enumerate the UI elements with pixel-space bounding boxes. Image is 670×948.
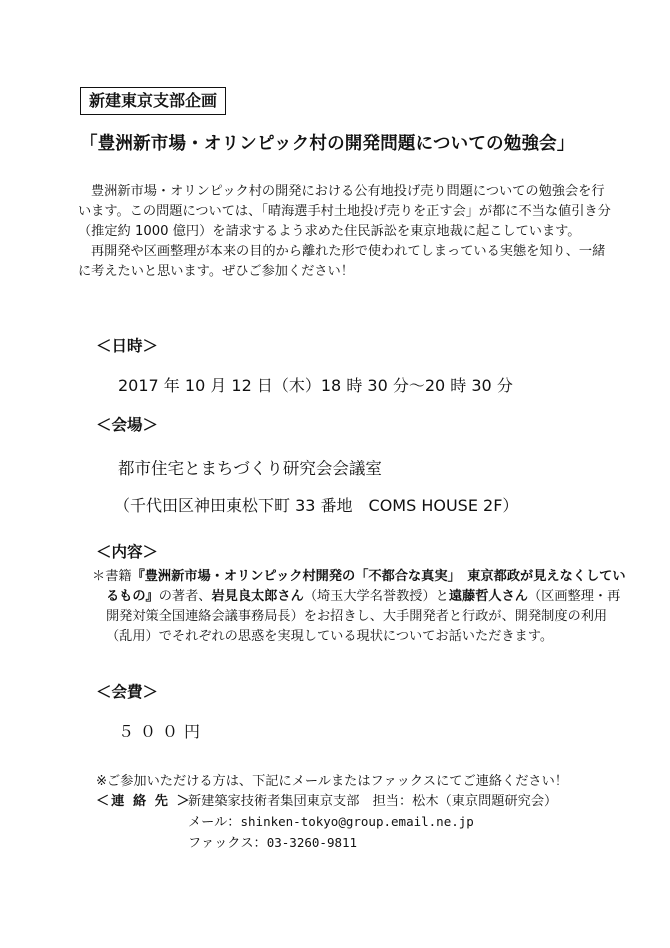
datetime-heading: ＜日時＞ bbox=[96, 337, 159, 355]
document-title: 「豊洲新市場・オリンピック村の開発問題についての勉強会」 bbox=[80, 134, 575, 154]
intro-text bbox=[78, 182, 614, 282]
contact-notice: ※ご参加いただける方は、下記にメールまたはファックスにてご連絡ください！ bbox=[96, 774, 568, 789]
content-heading: ＜内容＞ bbox=[96, 543, 159, 561]
contact-fax-row bbox=[188, 832, 357, 851]
content-text-4: （区画整理・再開発対策全国連絡会議事務局長）をお招きし、大手開発者と行政が、開発制度の利用（乱用）でそれぞれの思惑を実現している現状についてお話いただきます。 bbox=[106, 589, 621, 644]
contact-email-row bbox=[188, 811, 474, 830]
email-address[interactable]: shinken-tokyo@group.email.ne.jp bbox=[240, 814, 474, 829]
venue-address: （千代田区神田東松下町 33 番地 COMS HOUSE 2F） bbox=[114, 496, 519, 515]
fax-number: 03-3260-9811 bbox=[266, 835, 358, 850]
email-label: メール： bbox=[188, 815, 241, 830]
content-text-2: の著者、 bbox=[158, 589, 212, 604]
content-text-3: （埼玉大学名誉教授）と bbox=[303, 589, 449, 604]
speaker-2-name: 遠藤哲人さん bbox=[448, 589, 528, 604]
fax-label: ファックス： bbox=[188, 836, 267, 851]
content-description bbox=[92, 567, 626, 647]
intro-paragraph-1: 豊洲新市場・オリンピック村の開発における公有地投げ売り問題についての勉強会を行います。この問題については、「晴海選手村土地投げ売りを正す会」が都に不当な値引き分（推定約 1000 億円）を請求するよう求めた住民訴訟を東京地裁に起こしています。 bbox=[78, 184, 611, 239]
content-text-1: 書籍 bbox=[105, 569, 132, 584]
contact-label: ＜連 絡 先 ＞ bbox=[96, 794, 192, 809]
intro-paragraph-2: 再開発や区画整理が本来の目的から離れた形で使われてしまっている実態を知り、一緒に考えたいと思います。ぜひご参加ください！ bbox=[78, 244, 606, 279]
bullet-mark: ＊ bbox=[92, 569, 106, 584]
fee-heading: ＜会費＞ bbox=[96, 683, 159, 701]
organizer-box: 新建東京支部企画 bbox=[80, 87, 226, 115]
book-title: 『豊洲新市場・オリンピック村開発の「不都合な真実」 東京都政が見えなくしているもの』 bbox=[106, 569, 626, 604]
fee-value: ５００円 bbox=[118, 722, 207, 741]
datetime-value: 2017 年 10 月 12 日（木）18 時 30 分～20 時 30 分 bbox=[118, 376, 513, 395]
speaker-1-name: 岩見良太郎さん bbox=[211, 589, 304, 604]
contact-organization: 新建築家技術者集団東京支部 担当：松木（東京問題研究会） bbox=[188, 794, 558, 809]
venue-heading: ＜会場＞ bbox=[96, 416, 159, 434]
venue-name: 都市住宅とまちづくり研究会会議室 bbox=[118, 459, 382, 478]
